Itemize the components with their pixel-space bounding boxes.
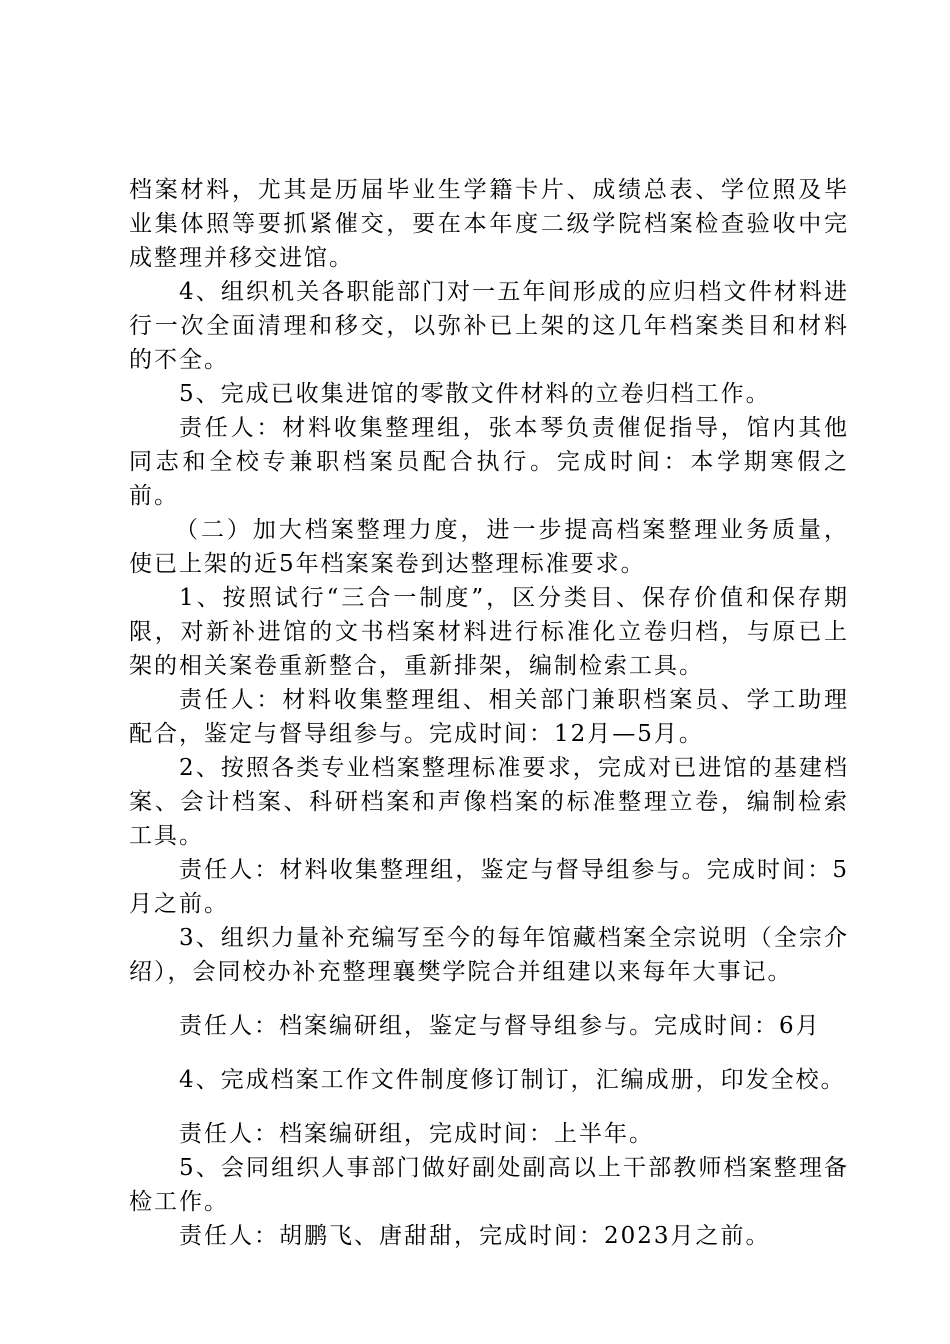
section-heading-2: （二）加大档案整理力度，进一步提高档案整理业务质量，使已上架的近5年档案案卷到达整理标准要求。 <box>129 517 849 577</box>
document-body <box>129 173 849 1253</box>
paragraph-responsible-5: 责任人：档案编研组，完成时间：上半年。 <box>179 1121 654 1147</box>
paragraph-item-2-professional: 2、按照各类专业档案整理标准要求，完成对已进馆的基建档案、会计档案、科研档案和声像档案的标准整理立卷，编制检索工具。 <box>129 755 849 849</box>
paragraph-item-1-three-in-one: 1、按照试行“三合一制度”，区分类目、保存价值和保存期限，对新补进馆的文书档案材料进行标准化立卷归档，与原已上架的相关案卷重新整合，重新排架，编制检索工具。 <box>129 585 849 679</box>
paragraph-archive-materials: 档案材料，尤其是历届毕业生学籍卡片、成绩总表、学位照及毕业集体照等要抓紧催交，要在本年度二级学院档案检查验收中完成整理并移交进馆。 <box>129 177 849 271</box>
paragraph-responsible-6: 责任人：胡鹏飞、唐甜甜，完成时间：2023月之前。 <box>179 1223 771 1249</box>
paragraph-responsible-2: 责任人：材料收集整理组、相关部门兼职档案员、学工助理配合，鉴定与督导组参与。完成时间：12月—5月。 <box>129 687 849 747</box>
paragraph-responsible-1: 责任人：材料收集整理组，张本琴负责催促指导，馆内其他同志和全校专兼职档案员配合执行。完成时间：本学期寒假之前。 <box>129 415 849 509</box>
paragraph-item-4-regulations: 4、完成档案工作文件制度修订制订，汇编成册，印发全校。 <box>179 1067 846 1093</box>
paragraph-item-5-cadre-files: 5、会同组织人事部门做好副处副高以上干部教师档案整理备检工作。 <box>129 1155 849 1215</box>
paragraph-responsible-4: 责任人：档案编研组，鉴定与督导组参与。完成时间：6月 <box>179 1013 821 1039</box>
paragraph-responsible-3: 责任人：材料收集整理组，鉴定与督导组参与。完成时间：5月之前。 <box>129 857 849 917</box>
paragraph-item-4-cleanup: 4、组织机关各职能部门对一五年间形成的应归档文件材料进行一次全面清理和移交，以弥补已上架的这几年档案类目和材料的不全。 <box>129 279 849 373</box>
paragraph-item-3-fonds: 3、组织力量补充编写至今的每年馆藏档案全宗说明（全宗介绍），会同校办补充整理襄樊学院合并组建以来每年大事记。 <box>129 925 849 985</box>
paragraph-item-5-filing: 5、完成已收集进馆的零散文件材料的立卷归档工作。 <box>179 381 771 407</box>
